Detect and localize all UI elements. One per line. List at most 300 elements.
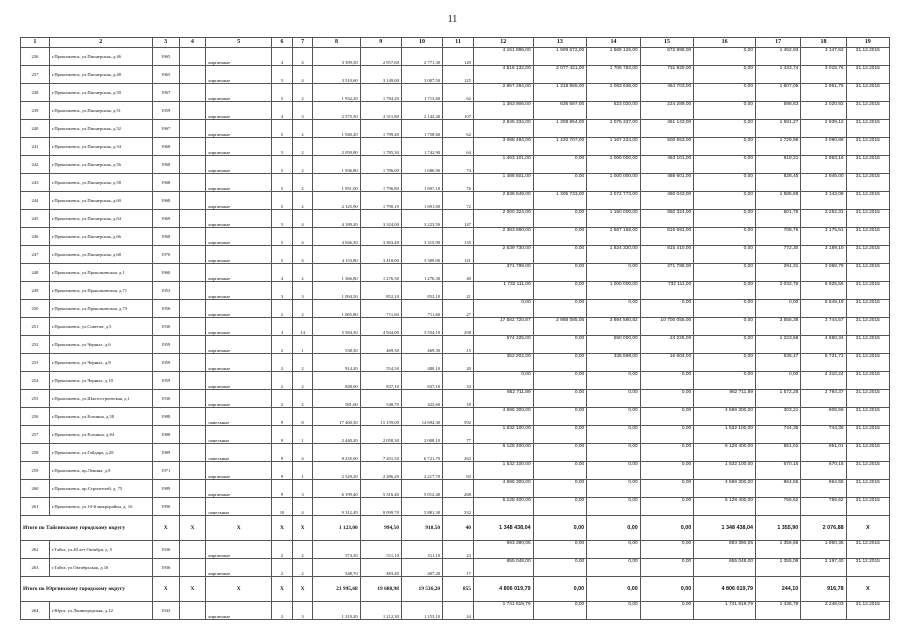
cell-row-number: 250 <box>21 300 50 318</box>
table-row <box>21 498 890 516</box>
cell-residential-area: 1 713,60 <box>401 84 442 102</box>
total-label: Итого по Тайгинскому городскому округу <box>21 516 153 541</box>
cell-unit-cost: 772,30 <box>756 246 801 264</box>
cell-owners-cost: 1 532 100,00 <box>694 462 756 480</box>
cell-address: г.Прокопьевск, ул.Гайдара, д.28 <box>49 444 152 462</box>
cell-regional-cost: 0,00 <box>587 462 641 480</box>
cell-unit-cost: 601,78 <box>756 210 801 228</box>
cell-owners-cost: 862 711,89 <box>694 390 756 408</box>
cell-total-area: 1 932,20 <box>313 84 360 102</box>
cell-address: г.Прокопьевск, ул.Черных, д.6 <box>49 336 152 354</box>
cell-total-cost: 2 838 549,00 <box>473 192 533 210</box>
cell-owners-cost: 4 806 019,79 <box>694 577 756 602</box>
cell-floors: 2 <box>272 602 293 620</box>
cell-total-area: 574,30 <box>313 541 360 559</box>
cell-col4 <box>179 120 206 138</box>
page-number: 11 <box>447 14 458 25</box>
cell-floors: 3 <box>272 282 293 300</box>
cell-unit-cost: 1 433,74 <box>756 66 801 84</box>
cell-floors: 5 <box>272 192 293 210</box>
cell-entrances: 4 <box>292 444 313 462</box>
cell-fund-cost: 0,00 <box>533 559 587 577</box>
cell-material: кирпичные <box>206 541 272 559</box>
cell-living-area: 5 316,40 <box>360 480 401 498</box>
cell-max-cost: 3 744,57 <box>801 318 846 336</box>
cell-residential-area: 5 012,40 <box>401 480 442 498</box>
cell-total-area: 8 235,00 <box>313 444 360 462</box>
table-row <box>21 192 890 210</box>
cell-row-number: 240 <box>21 120 50 138</box>
column-number-12: 12 <box>473 38 533 48</box>
cell-unit-cost: 1 729,96 <box>756 138 801 156</box>
cell-total-cost: 4 596 300,00 <box>473 480 533 498</box>
cell-unit-cost: 708,76 <box>756 228 801 246</box>
column-number-15: 15 <box>640 38 694 48</box>
cell-material: кирпичные <box>206 120 272 138</box>
cell-regional-cost: 1 075 337,00 <box>587 120 641 138</box>
cell-row-number: 244 <box>21 192 50 210</box>
cell-regional-cost: 1 072 773,00 <box>587 192 641 210</box>
cell-regional-cost: 1 000 000,00 <box>587 156 641 174</box>
cell-entrances: 2 <box>292 156 313 174</box>
cell-total-cost: 2 383 860,00 <box>473 228 533 246</box>
cell-local-cost: 16 604,00 <box>640 354 694 372</box>
cell-owners-cost: 6 128 400,00 <box>694 498 756 516</box>
cell-col4 <box>179 462 206 480</box>
cell-residents: 76 <box>443 174 474 192</box>
cell-deadline: 31.12.2015 <box>846 480 889 498</box>
cell-unit-cost: 828,45 <box>756 174 801 192</box>
cell-material: кирпичные <box>206 174 272 192</box>
cell-entrances: 2 <box>292 354 313 372</box>
cell-total-cost: 0,00 <box>473 372 533 390</box>
cell-year: 1990 <box>152 498 179 516</box>
cell-max-cost: 3 143,08 <box>801 192 846 210</box>
cell-residents: 72 <box>443 192 474 210</box>
cell-living-area: 554,50 <box>360 354 401 372</box>
cell-local-cost: 0,00 <box>640 602 694 620</box>
cell-owners-cost: 1 348 438,04 <box>694 516 756 541</box>
cell-living-area: 1 784,20 <box>360 84 401 102</box>
cell-col4 <box>179 498 206 516</box>
cell-total-cost: 862 711,89 <box>473 390 533 408</box>
cell-residents: 44 <box>443 602 474 620</box>
column-number-19: 19 <box>846 38 889 48</box>
cell-fund-cost: 2 988 085,05 <box>533 318 587 336</box>
cell-row-number: 253 <box>21 354 50 372</box>
cell-unit-cost: 1 452,93 <box>756 48 801 66</box>
cell-deadline: 31.12.2015 <box>846 48 889 66</box>
cell-deadline: 31.12.2015 <box>846 210 889 228</box>
cell-max-cost: 3 189,10 <box>801 246 846 264</box>
cell-floors: 5 <box>272 174 293 192</box>
cell-total-cost: 4 806 019,79 <box>473 577 533 602</box>
cell-total-area: 548,70 <box>313 559 360 577</box>
table-row <box>21 354 890 372</box>
cell-total-area: 538,30 <box>313 336 360 354</box>
cell-local-cost: 0,00 <box>640 498 694 516</box>
cell-regional-cost: 550 000,00 <box>587 336 641 354</box>
cell-material: кирпичные <box>206 138 272 156</box>
cell-col4 <box>179 102 206 120</box>
cell-entrances: 3 <box>292 102 313 120</box>
cell-year: 1936 <box>152 559 179 577</box>
cell-address: г.Прокопьевск, ул.Есенина, д.58 <box>49 408 152 426</box>
cell-local-cost: 0,00 <box>640 462 694 480</box>
cell-living-area: 3 418,00 <box>360 246 401 264</box>
cell-year: 1943 <box>152 602 179 620</box>
cell-floors: 10 <box>272 498 293 516</box>
cell-living-area: 4 944,00 <box>360 318 401 336</box>
cell-entrances: 2 <box>292 390 313 408</box>
cell-residents: 40 <box>443 264 474 282</box>
cell-living-area: 837,10 <box>360 372 401 390</box>
cell-owners-cost: 0,00 <box>694 48 756 66</box>
cell-total-area: 1 366,80 <box>313 264 360 282</box>
column-number-8: 8 <box>313 38 360 48</box>
cell-residents: 107 <box>443 102 474 120</box>
cell-row-number: 261 <box>21 498 50 516</box>
cell-deadline: 31.12.2015 <box>846 300 889 318</box>
cell-residential-area: 407,20 <box>401 559 442 577</box>
cell-local-cost: 224 289,00 <box>640 102 694 120</box>
table-row <box>21 602 890 620</box>
cell-max-cost: 3 147,62 <box>801 48 846 66</box>
cell-row-number: 263 <box>21 559 50 577</box>
cell-row-number: 262 <box>21 541 50 559</box>
column-number-4: 4 <box>179 38 206 48</box>
cell-total-area: 3 510,60 <box>313 66 360 84</box>
cell-address: г.Прокопьевск, ул.Прокопьевская, д.1 <box>49 264 152 282</box>
cell-col4 <box>179 541 206 559</box>
cell-total-area: 6 199,40 <box>313 480 360 498</box>
cell-address: г.Прокопьевск, ул.Прокопьевская, д.73 <box>49 300 152 318</box>
cell-total-cost: 1 463 101,00 <box>473 156 533 174</box>
cell-floors: 2 <box>272 559 293 577</box>
cell-owners-cost: 0,00 <box>694 84 756 102</box>
cell-residents: 20 <box>443 354 474 372</box>
cell-owners-cost: 0,00 <box>694 66 756 84</box>
cell-year: 1967 <box>152 84 179 102</box>
cell-entrances: 2 <box>292 192 313 210</box>
cell-residential-area: 837,10 <box>401 372 442 390</box>
cell-total-cost: 1 741 819,79 <box>473 602 533 620</box>
cell-max-cost: 2 784,37 <box>801 390 846 408</box>
cell-deadline: 31.12.2015 <box>846 498 889 516</box>
cell-floors: 2 <box>272 354 293 372</box>
cell-entrances: 2 <box>292 138 313 156</box>
cell-regional-cost: 1 150 000,00 <box>587 210 641 228</box>
cell-residential-area: 6 721,70 <box>401 444 442 462</box>
cell-total-area: 17 460,30 <box>313 408 360 426</box>
cell-residential-area: 3 007,50 <box>401 66 442 84</box>
cell-total-cost: 6 128 400,00 <box>473 498 533 516</box>
table-row <box>21 210 890 228</box>
cell-floors: 2 <box>272 541 293 559</box>
cell-entrances: X <box>292 577 313 602</box>
cell-fund-cost: 0,00 <box>533 480 587 498</box>
cell-address: г.Прокопьевск, ул.Пионерская, д.51 <box>49 102 152 120</box>
cell-col4 <box>179 602 206 620</box>
cell-residents: 77 <box>443 426 474 444</box>
cell-material: кирпичные <box>206 300 272 318</box>
cell-regional-cost: 0,00 <box>587 372 641 390</box>
cell-total-area: 2 575,50 <box>313 102 360 120</box>
table-row <box>21 336 890 354</box>
cell-deadline: 31.12.2015 <box>846 246 889 264</box>
cell-total-cost: 371 798,00 <box>473 264 533 282</box>
cell-year: 1969 <box>152 210 179 228</box>
cell-year: 1936 <box>152 541 179 559</box>
cell-owners-cost: 0,00 <box>694 228 756 246</box>
cell-floors: 3 <box>272 318 293 336</box>
cell-residential-area: 2 008,10 <box>401 426 442 444</box>
cell-year: 1988 <box>152 408 179 426</box>
cell-fund-cost: 0,00 <box>533 426 587 444</box>
cell-address: г.Прокопьевск, ул.Пионерская, д.48 <box>49 66 152 84</box>
cell-col4 <box>179 66 206 84</box>
cell-fund-cost: 0,00 <box>533 336 587 354</box>
cell-local-cost: 500 553,00 <box>640 138 694 156</box>
table-row <box>21 408 890 426</box>
cell-entrances: 4 <box>292 498 313 516</box>
cell-owners-cost: 0,00 <box>694 174 756 192</box>
cell-unit-cost: 864,55 <box>756 480 801 498</box>
cell-fund-cost: 0,00 <box>533 498 587 516</box>
cell-max-cost: 2 020,92 <box>801 102 846 120</box>
cell-row-number: 260 <box>21 480 50 498</box>
cell-col4 <box>179 426 206 444</box>
cell-floors: 2 <box>272 336 293 354</box>
cell-year: 1953 <box>152 282 179 300</box>
cell-floors: 5 <box>272 228 293 246</box>
cell-regional-cost: 1 000 000,00 <box>587 174 641 192</box>
cell-year: 1959 <box>152 372 179 390</box>
cell-local-cost: 0,00 <box>640 559 694 577</box>
cell-residential-area: 5 881,30 <box>401 498 442 516</box>
cell-col4 <box>179 390 206 408</box>
cell-owners-cost: 0,00 <box>694 318 756 336</box>
cell-deadline: X <box>846 516 889 541</box>
cell-row-number: 242 <box>21 156 50 174</box>
cell-fund-cost: 0,00 <box>533 228 587 246</box>
cell-address: г.Прокопьевск, пр.Ленина, д.9 <box>49 462 152 480</box>
cell-residential-area: 2 217,70 <box>401 462 442 480</box>
cell-material: кирпичные <box>206 462 272 480</box>
cell-material: кирпичные <box>206 228 272 246</box>
cell-living-area: 711,60 <box>360 300 401 318</box>
cell-material: кирпичные <box>206 602 272 620</box>
cell-deadline: 31.12.2015 <box>846 336 889 354</box>
cell-owners-cost: 0,00 <box>694 102 756 120</box>
cell-deadline: 31.12.2015 <box>846 541 889 559</box>
table-row <box>21 300 890 318</box>
cell-col4 <box>179 246 206 264</box>
table-row <box>21 174 890 192</box>
cell-total-cost: 3 088 494,00 <box>473 138 533 156</box>
cell-total-area: 2 440,20 <box>313 426 360 444</box>
table-row <box>21 120 890 138</box>
cell-address: г.Прокопьевск, ул.Шахтостроевская, д.1 <box>49 390 152 408</box>
cell-material: кирпичные <box>206 102 272 120</box>
cell-regional-cost: 335 598,00 <box>587 354 641 372</box>
cell-max-cost: 916,78 <box>801 577 846 602</box>
cell-fund-cost: 0,00 <box>533 408 587 426</box>
cell-material: панельные <box>206 408 272 426</box>
cell-owners-cost: 0,00 <box>694 354 756 372</box>
cell-total-cost: 693 390,05 <box>473 541 533 559</box>
cell-owners-cost: 0,00 <box>694 372 756 390</box>
cell-owners-cost: 0,00 <box>694 282 756 300</box>
cell-entrances: 8 <box>292 408 313 426</box>
cell-regional-cost: 1 083 636,00 <box>587 84 641 102</box>
cell-residential-area: 3 223,50 <box>401 210 442 228</box>
cell-local-cost: 461 143,00 <box>640 120 694 138</box>
cell-deadline: 31.12.2015 <box>846 174 889 192</box>
cell-floors: 5 <box>272 156 293 174</box>
cell-max-cost: 3 090,88 <box>801 138 846 156</box>
cell-living-area: 19 688,98 <box>360 577 401 602</box>
cell-deadline: 31.12.2015 <box>846 444 889 462</box>
cell-total-area: 2 059,80 <box>313 138 360 156</box>
cell-floors: 9 <box>272 480 293 498</box>
cell-living-area: 1 786,00 <box>360 156 401 174</box>
table-row <box>21 66 890 84</box>
table-row <box>21 228 890 246</box>
column-number-18: 18 <box>801 38 846 48</box>
cell-floors: 5 <box>272 84 293 102</box>
cell-unit-cost: 851,01 <box>756 444 801 462</box>
cell-owners-cost: 0,00 <box>694 300 756 318</box>
column-number-17: 17 <box>756 38 801 48</box>
cell-residential-area: 19 536,20 <box>401 577 442 602</box>
cell-row-number: 248 <box>21 264 50 282</box>
cell-residential-area: 1 686,90 <box>401 156 442 174</box>
table-row <box>21 462 890 480</box>
cell-floors: 4 <box>272 264 293 282</box>
cell-living-area: 3 363,40 <box>360 228 401 246</box>
cell-owners-cost: 1 741 819,79 <box>694 602 756 620</box>
cell-address: г.Прокопьевск, ул.10-й микрорайон, д. 16 <box>49 498 152 516</box>
cell-living-area: 1 796,80 <box>360 174 401 192</box>
cell-unit-cost: 744,35 <box>756 426 801 444</box>
cell-max-cost: 2 939,12 <box>801 120 846 138</box>
cell-entrances: 3 <box>292 282 313 300</box>
cell-address: г.Прокопьевск, пр.Строителей, д. 75 <box>49 480 152 498</box>
cell-address: г.Прокопьевск, ул.Пионерская, д.60 <box>49 192 152 210</box>
cell-row-number: 254 <box>21 372 50 390</box>
cell-residential-area: 469,30 <box>401 336 442 354</box>
cell-residents: 141 <box>443 246 474 264</box>
cell-floors: 5 <box>272 120 293 138</box>
cell-total-cost: 2 000 324,00 <box>473 210 533 228</box>
cell-fund-cost: 1 305 733,00 <box>533 192 587 210</box>
cell-floors: 5 <box>272 138 293 156</box>
cell-col4 <box>179 84 206 102</box>
cell-year: 1968 <box>152 192 179 210</box>
cell-floors: 5 <box>272 246 293 264</box>
cell-regional-cost: 1 706 782,00 <box>587 66 641 84</box>
cell-col4 <box>179 300 206 318</box>
cell-residents: 268 <box>443 480 474 498</box>
cell-address: г.Юрга, ул.Ленинградская, д.12 <box>49 602 152 620</box>
table-row <box>21 48 890 66</box>
cell-address: г.Прокопьевск, ул.Пионерская, д.54 <box>49 138 152 156</box>
cell-max-cost: 3 068,79 <box>801 264 846 282</box>
cell-owners-cost: 0,00 <box>694 264 756 282</box>
cell-year: 1959 <box>152 102 179 120</box>
cell-year: 1989 <box>152 480 179 498</box>
cell-max-cost: 3 252,31 <box>801 210 846 228</box>
cell-living-area: 469,30 <box>360 336 401 354</box>
cell-fund-cost: 0,00 <box>533 516 587 541</box>
cell-residents: 592 <box>443 408 474 426</box>
cell-residents: 27 <box>443 300 474 318</box>
district-total-row <box>21 577 890 602</box>
cell-living-area: 2 058,30 <box>360 426 401 444</box>
cell-address: г.Прокопьевск, ул.Пионерская, д.50 <box>49 84 152 102</box>
cell-floors: 2 <box>272 390 293 408</box>
cell-fund-cost: 0,00 <box>533 264 587 282</box>
cell-owners-cost: 0,00 <box>694 336 756 354</box>
cell-row-number: 264 <box>21 602 50 620</box>
column-number-3: 3 <box>152 38 179 48</box>
cell-total-cost: 1 532 100,00 <box>473 462 533 480</box>
column-number-10: 10 <box>401 38 442 48</box>
cell-deadline: 31.12.2015 <box>846 462 889 480</box>
district-total-row <box>21 516 890 541</box>
cell-total-cost: 4 596 300,00 <box>473 408 533 426</box>
cell-residents: 64 <box>443 138 474 156</box>
cell-max-cost: 4 310,24 <box>801 372 846 390</box>
cell-living-area: 2 286,20 <box>360 462 401 480</box>
cell-unit-cost: 1 607,05 <box>756 84 801 102</box>
table-row <box>21 246 890 264</box>
table-row <box>21 426 890 444</box>
cell-year: 1959 <box>152 336 179 354</box>
cell-living-area: 7 201,50 <box>360 444 401 462</box>
cell-local-cost: 0,00 <box>640 426 694 444</box>
cell-unit-cost: 670,15 <box>756 462 801 480</box>
cell-regional-cost: 1 000 000,00 <box>587 282 641 300</box>
cell-regional-cost: 0,00 <box>587 264 641 282</box>
cell-living-area: 1 212,30 <box>360 602 401 620</box>
cell-total-cost: 6 128 400,00 <box>473 444 533 462</box>
cell-material: кирпичные <box>206 66 272 84</box>
cell-residents: 21 <box>443 282 474 300</box>
cell-entrances: 2 <box>292 174 313 192</box>
cell-material: кирпичные <box>206 156 272 174</box>
cell-material: кирпичные <box>206 84 272 102</box>
cell-max-cost: 851,01 <box>801 444 846 462</box>
cell-residential-area: 422,60 <box>401 390 442 408</box>
cell-regional-cost: 0,00 <box>587 577 641 602</box>
cell-entrances: 4 <box>292 48 313 66</box>
cell-local-cost: 464 703,00 <box>640 84 694 102</box>
cell-unit-cost: 1 581,27 <box>756 120 801 138</box>
cell-residents: 40 <box>443 516 474 541</box>
column-number-7: 7 <box>292 38 313 48</box>
cell-regional-cost: 1 569 126,00 <box>587 48 641 66</box>
cell-row-number: 247 <box>21 246 50 264</box>
cell-regional-cost: 523 020,00 <box>587 102 641 120</box>
cell-entrances: 2 <box>292 300 313 318</box>
cell-total-area: 2 529,20 <box>313 462 360 480</box>
cell-material: кирпичные <box>206 318 272 336</box>
cell-material: кирпичные <box>206 354 272 372</box>
table-row <box>21 102 890 120</box>
cell-unit-cost: 1 585,69 <box>756 192 801 210</box>
